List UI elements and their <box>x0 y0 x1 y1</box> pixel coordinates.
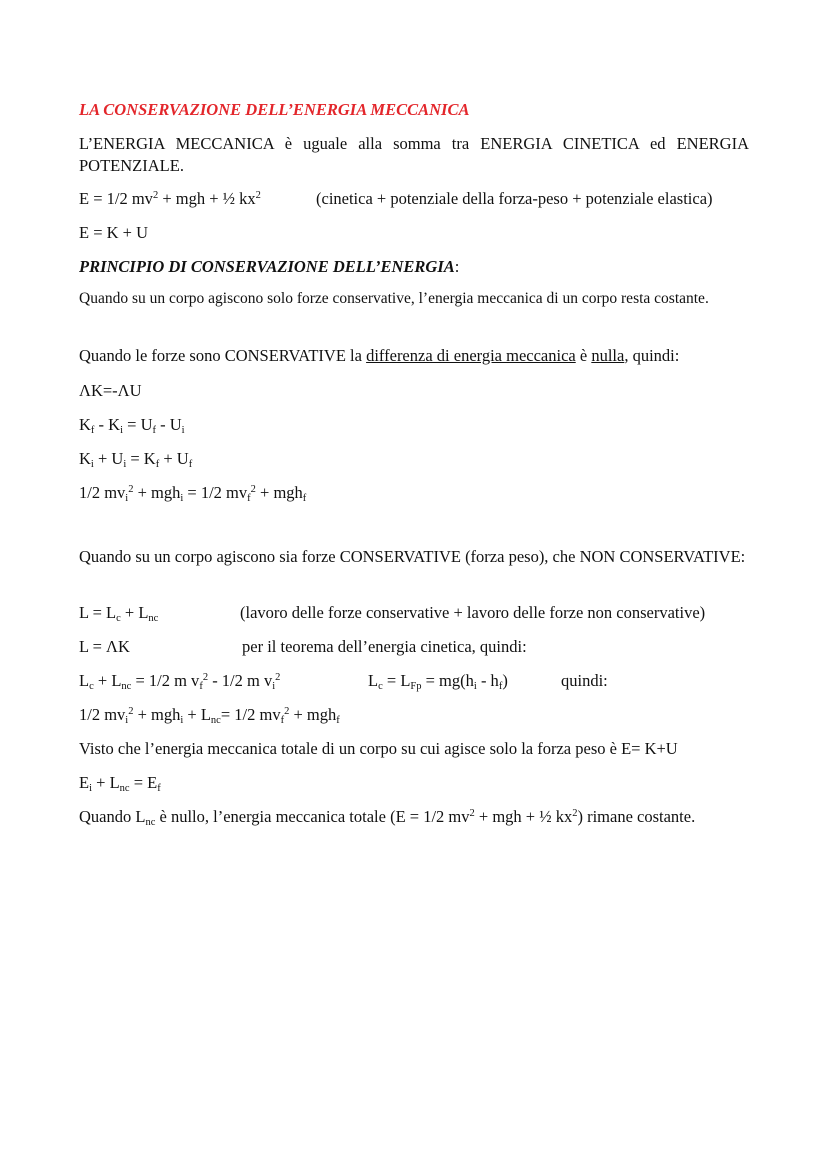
energy-sum-equation: E = K + U <box>79 223 149 242</box>
weight-work-quindi: quindi: <box>561 671 608 690</box>
principle-title: PRINCIPIO DI CONSERVAZIONE DELL’ENERGIA: <box>79 257 460 276</box>
intro-paragraph: L’ENERGIA MECCANICA è uguale alla somma tra ENERGIA CINETICA ed ENERGIA POTENZIALE. <box>79 134 749 175</box>
final-paragraph: Quando $L_{nc}$ è nullo, l’energia meccanica totale (E = 1/2 $mv^2$ + mgh + ½ $kx^2$) rimane costante. <box>79 807 696 828</box>
work-velocity-equation: $L_c + L_{nc} = 1/2$ m $v_f^2 - 1/2$ m $v_i^2$ <box>79 671 281 692</box>
energy-equation-note: (cinetica + potenziale della forza-peso + potenziale elastica) <box>316 189 713 208</box>
work-kinetic-equation: L = ΛK <box>79 637 130 656</box>
velocity-height-equation: 1/2 $mv_i^2 + mgh_i = 1/2$ $mv_f^2 + mgh_f$ <box>79 483 307 504</box>
work-equation: $L = L_c + L_{nc}$ <box>79 603 159 624</box>
page-title: LA CONSERVAZIONE DELL’ENERGIA MECCANICA <box>79 100 470 119</box>
conservative-paragraph: Quando le forze sono CONSERVATIVE la differenza di energia meccanica è nulla, quindi: <box>79 346 680 365</box>
principle-text: Quando su un corpo agiscono solo forze conservative, l’energia meccanica di un corpo resta costante. <box>79 290 709 307</box>
weight-work-equation: $L_c = L_{Fp} = mg(h_i - h_f)$ <box>368 671 508 692</box>
delta-equation: ΛK=-ΛU <box>79 381 142 400</box>
energy-balance-equation: $K_i + U_i = K_f + U_f$ <box>79 449 193 470</box>
nonconservative-paragraph: Quando su un corpo agiscono sia forze CONSERVATIVE (forza peso), che NON CONSERVATIVE: <box>79 547 746 566</box>
initial-final-energy-equation: $E_i + L_{nc} = E_f$ <box>79 773 161 794</box>
weight-energy-paragraph: Visto che l’energia meccanica totale di un corpo su cui agisce solo la forza peso è E= K+U <box>79 739 678 758</box>
work-equation-note: (lavoro delle forze conservative + lavoro delle forze non conservative) <box>240 603 706 622</box>
energy-nonconservative-equation: 1/2 $mv_i^2 + mgh_i + L_{nc}= 1/2$ $mv_f^2 + mgh_f$ <box>79 705 340 726</box>
energy-equation: E = 1/2 $mv^2$ + mgh + ½ $kx^2$ <box>79 189 261 208</box>
kinetic-difference-equation: $K_f - K_i = U_f - U_i$ <box>79 415 185 436</box>
work-kinetic-note: per il teorema dell’energia cinetica, quindi: <box>242 637 527 656</box>
